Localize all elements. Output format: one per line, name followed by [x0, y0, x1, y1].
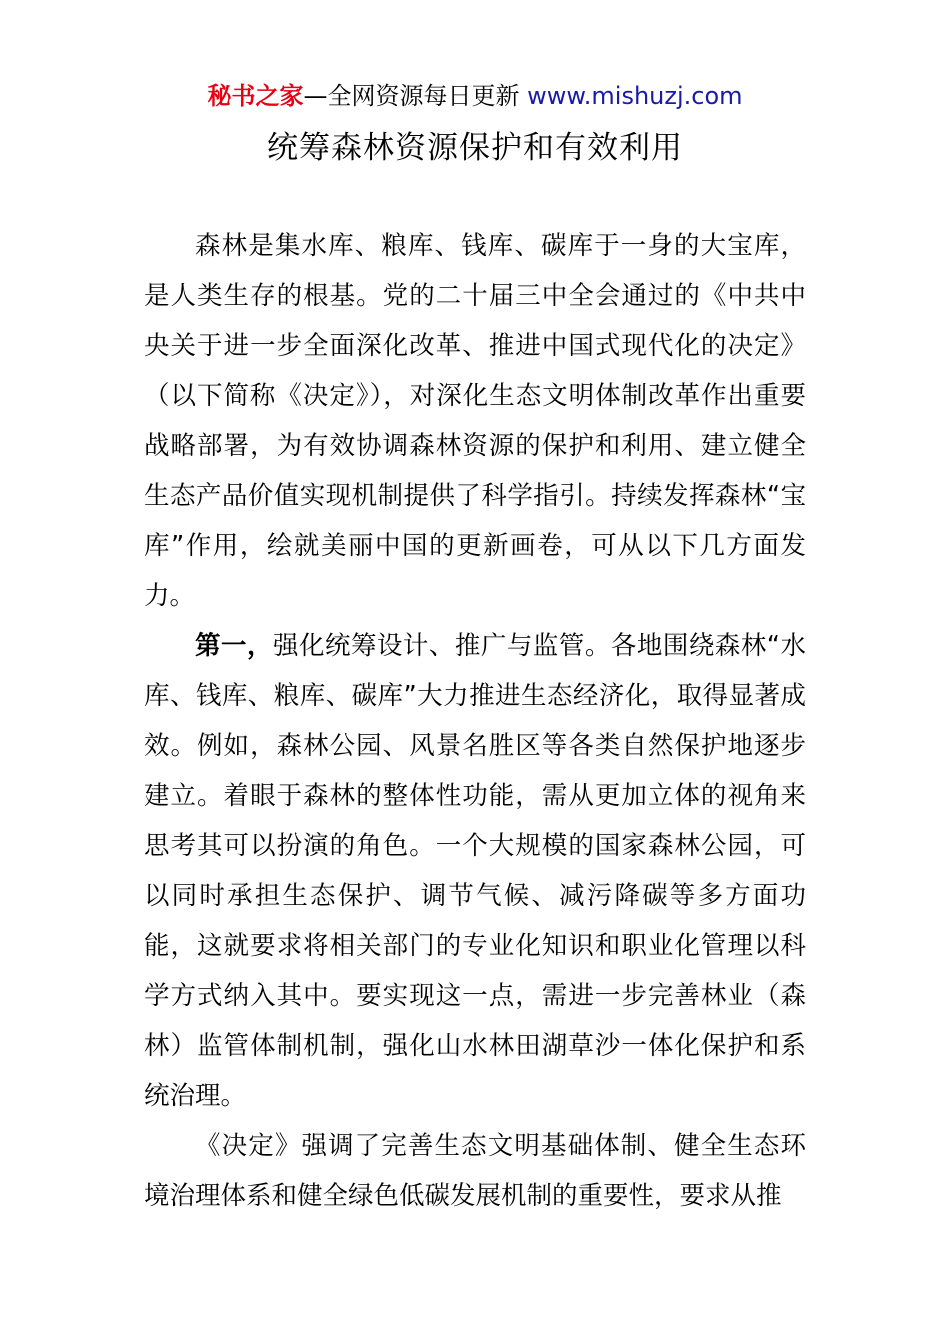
- document-title: 统筹森林资源保护和有效利用: [267, 130, 683, 166]
- paragraph-2: [144, 621, 806, 1121]
- site-header: [0, 80, 950, 112]
- paragraph-3: [144, 1121, 806, 1221]
- paragraph-text: 森林是集水库、粮库、钱库、碳库于一身的大宝库，是人类生存的根基。党的二十届三中全会通过的《中共中央关于进一步全面深化改革、推进中国式现代化的决定》（以下简称《决定》），对深化生态文明体制改革作出重要战略部署，为有效协调森林资源的保护和利用、建立健全生态产品价值实现机制提供了科学指引。持续发挥森林“宝库”作用，绘就美丽中国的更新画卷，可从以下几方面发力。: [144, 231, 806, 611]
- document-body: [144, 221, 806, 1221]
- paragraph-text: 《决定》强调了完善生态文明基础体制、健全生态环境治理体系和健全绿色低碳发展机制的重要性，要求从推: [144, 1131, 806, 1211]
- site-url-link[interactable]: www.mishuzj.com: [527, 82, 743, 110]
- site-tagline: —全网资源每日更新: [303, 82, 528, 110]
- paragraph-lead: 第一，: [195, 631, 273, 661]
- paragraph-1: [144, 221, 806, 621]
- site-brand: 秘书之家: [207, 82, 304, 110]
- paragraph-text: 强化统筹设计、推广与监管。各地围绕森林“水库、钱库、粮库、碳库”大力推进生态经济化，取得显著成效。例如，森林公园、风景名胜区等各类自然保护地逐步建立。着眼于森林的整体性功能，需从更加立体的视角来思考其可以扮演的角色。一个大规模的国家森林公园，可以同时承担生态保护、调节气候、减污降碳等多方面功能，这就要求将相关部门的专业化知识和职业化管理以科学方式纳入其中。要实现这一点，需进一步完善林业（森林）监管体制机制，强化山水林田湖草沙一体化保护和系统治理。: [144, 631, 806, 1111]
